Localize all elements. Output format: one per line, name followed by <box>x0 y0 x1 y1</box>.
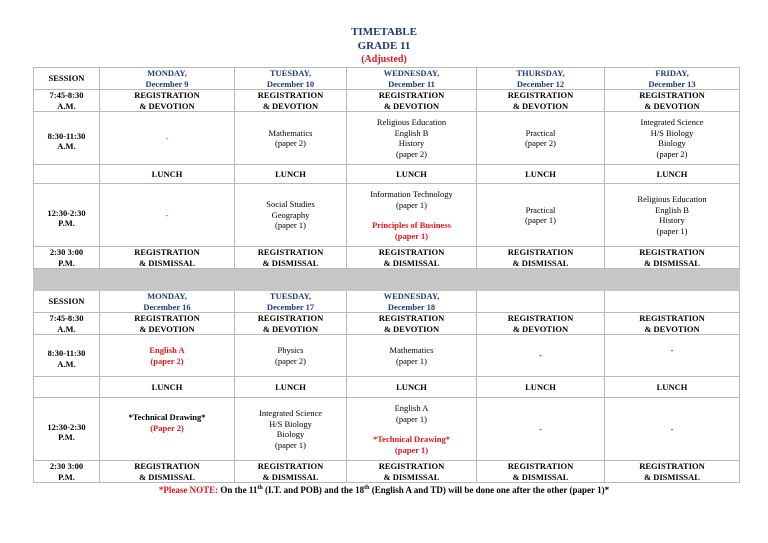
dismissal-cell: REGISTRATION & DISMISSAL <box>477 461 605 483</box>
exam-cell: Integrated Science H/S Biology Biology (paper 2) <box>605 112 740 165</box>
session-header: SESSION <box>34 291 100 313</box>
note-sup: th <box>364 485 370 491</box>
time-slot: 12:30-2:30 P.M. <box>34 398 100 461</box>
empty-cell <box>477 291 605 313</box>
dismissal-row <box>34 247 740 269</box>
exam-cell: English A (paper 1) *Technical Drawing* (paper 1) <box>347 398 477 461</box>
registration-row <box>34 90 740 112</box>
exam-cell: - <box>100 184 235 247</box>
exam-cell: Religious Education English B History (paper 1) <box>605 184 740 247</box>
lunch-cell: LUNCH <box>605 165 740 184</box>
dismissal-cell: REGISTRATION & DISMISSAL <box>100 247 235 269</box>
lunch-row <box>34 165 740 184</box>
time-slot: 2:30 3:00 P.M. <box>34 247 100 269</box>
note-sup: th <box>257 485 263 491</box>
day-header: TUESDAY, December 10 <box>235 68 347 90</box>
lunch-cell: LUNCH <box>477 377 605 398</box>
registration-cell: REGISTRATION & DEVOTION <box>100 90 235 112</box>
day-header: MONDAY, December 16 <box>100 291 235 313</box>
lunch-cell: LUNCH <box>235 377 347 398</box>
afternoon-row <box>34 184 740 247</box>
registration-row <box>34 313 740 335</box>
dismissal-cell: REGISTRATION & DISMISSAL <box>347 461 477 483</box>
note-text: (English A and TD) will be done one after the other (paper 1)* <box>369 485 610 495</box>
day-header: TUESDAY, December 17 <box>235 291 347 313</box>
exam-cell: Mathematics (paper 2) <box>235 112 347 165</box>
exam-cell: Practical (paper 1) <box>477 184 605 247</box>
empty-cell <box>605 291 740 313</box>
dismissal-cell: REGISTRATION & DISMISSAL <box>235 461 347 483</box>
lunch-cell: LUNCH <box>605 377 740 398</box>
footnote <box>0 485 768 495</box>
morning-row <box>34 112 740 165</box>
registration-cell: REGISTRATION & DEVOTION <box>235 90 347 112</box>
morning-row <box>34 335 740 377</box>
registration-cell: REGISTRATION & DEVOTION <box>605 313 740 335</box>
registration-cell: REGISTRATION & DEVOTION <box>347 313 477 335</box>
dismissal-cell: REGISTRATION & DISMISSAL <box>100 461 235 483</box>
adjusted-label: (Adjusted) <box>361 54 407 65</box>
exam-cell: - <box>605 398 740 461</box>
separator-bar <box>34 269 740 291</box>
exam-cell: English A (paper 2) <box>100 335 235 377</box>
grade-title: GRADE 11 <box>357 40 411 52</box>
registration-cell: REGISTRATION & DEVOTION <box>477 313 605 335</box>
registration-cell: REGISTRATION & DEVOTION <box>605 90 740 112</box>
exam-cell: - <box>477 398 605 461</box>
day-header: WEDNESDAY, December 18 <box>347 291 477 313</box>
dismissal-cell: REGISTRATION & DISMISSAL <box>605 461 740 483</box>
exam-cell: - <box>100 112 235 165</box>
note-text: On the 11 <box>218 485 258 495</box>
exam-cell: *Technical Drawing* (Paper 2) <box>100 398 235 461</box>
lunch-cell: LUNCH <box>347 165 477 184</box>
week2-header-row <box>34 291 740 313</box>
empty-cell <box>34 165 100 184</box>
dismissal-cell: REGISTRATION & DISMISSAL <box>477 247 605 269</box>
lunch-row <box>34 377 740 398</box>
exam-cell: Social Studies Geography (paper 1) <box>235 184 347 247</box>
lunch-cell: LUNCH <box>235 165 347 184</box>
day-header: FRIDAY, December 13 <box>605 68 740 90</box>
lunch-cell: LUNCH <box>347 377 477 398</box>
lunch-cell: LUNCH <box>100 165 235 184</box>
exam-cell: Practical (paper 2) <box>477 112 605 165</box>
registration-cell: REGISTRATION & DEVOTION <box>235 313 347 335</box>
time-slot: 12:30-2:30 P.M. <box>34 184 100 247</box>
note-label: *Please NOTE: <box>158 485 219 495</box>
timetable-title: TIMETABLE <box>351 26 417 38</box>
afternoon-row <box>34 398 740 461</box>
exam-cell: Mathematics (paper 1) <box>347 335 477 377</box>
timetable-table <box>33 67 740 483</box>
time-slot: 8:30-11:30 A.M. <box>34 335 100 377</box>
day-header: MONDAY, December 9 <box>100 68 235 90</box>
exam-cell: - <box>477 335 605 377</box>
dismissal-cell: REGISTRATION & DISMISSAL <box>347 247 477 269</box>
day-header: THURSDAY, December 12 <box>477 68 605 90</box>
registration-cell: REGISTRATION & DEVOTION <box>477 90 605 112</box>
time-slot: 8:30-11:30 A.M. <box>34 112 100 165</box>
dismissal-row <box>34 461 740 483</box>
day-header: WEDNESDAY, December 11 <box>347 68 477 90</box>
note-text: (I.T. and POB) and the 18 <box>262 485 365 495</box>
exam-cell: Religious Education English B History (paper 2) <box>347 112 477 165</box>
empty-cell <box>34 377 100 398</box>
week-separator <box>34 269 740 291</box>
time-slot: 7:45-8:30 A.M. <box>34 313 100 335</box>
week1-header-row <box>34 68 740 90</box>
time-slot: 2:30 3:00 P.M. <box>34 461 100 483</box>
registration-cell: REGISTRATION & DEVOTION <box>100 313 235 335</box>
registration-cell: REGISTRATION & DEVOTION <box>347 90 477 112</box>
exam-cell: Information Technology (paper 1) Principles of Business (paper 1) <box>347 184 477 247</box>
lunch-cell: LUNCH <box>477 165 605 184</box>
exam-cell: Physics (paper 2) <box>235 335 347 377</box>
session-header: SESSION <box>34 68 100 90</box>
time-slot: 7:45-8:30 A.M. <box>34 90 100 112</box>
exam-cell: Integrated Science H/S Biology Biology (paper 1) <box>235 398 347 461</box>
dismissal-cell: REGISTRATION & DISMISSAL <box>235 247 347 269</box>
exam-cell: - <box>605 335 740 377</box>
dismissal-cell: REGISTRATION & DISMISSAL <box>605 247 740 269</box>
lunch-cell: LUNCH <box>100 377 235 398</box>
